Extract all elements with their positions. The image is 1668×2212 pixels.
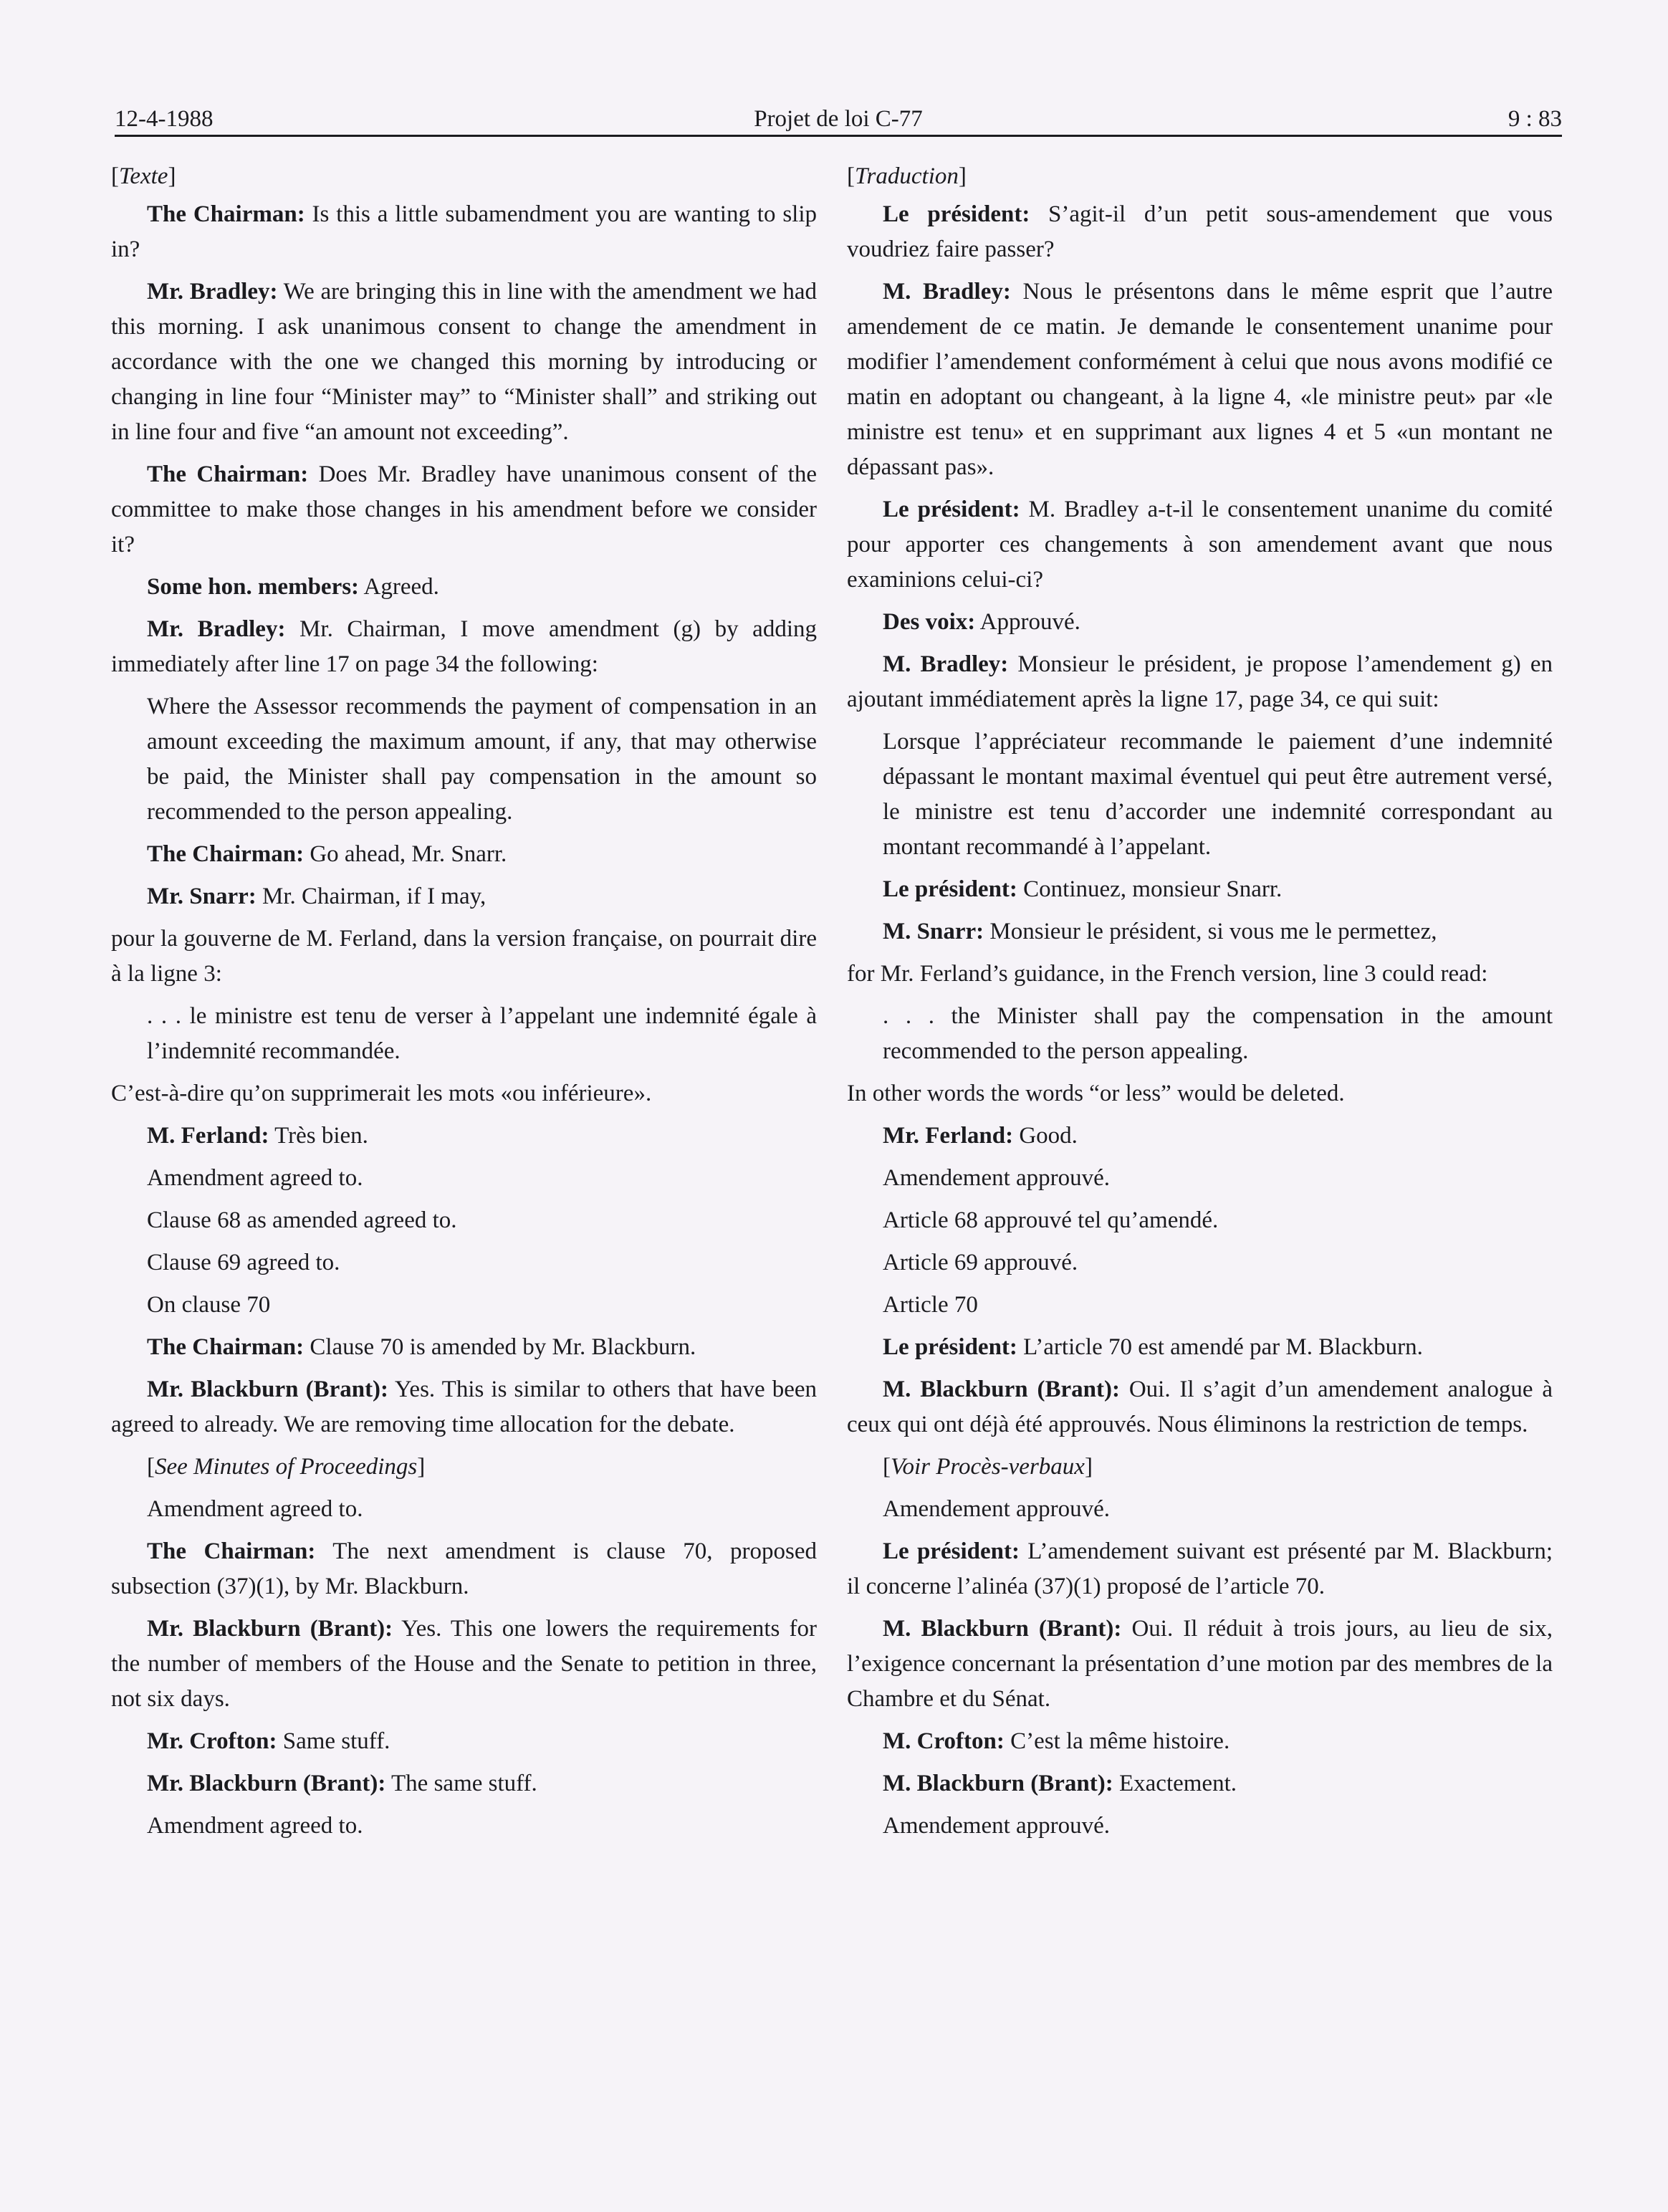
paragraph: Le président: M. Bradley a-t-il le consentement unanime du comité pour apporter ces changements à son amendement avant que nous examinions celui-ci? bbox=[847, 497, 1553, 593]
header-title: Projet de loi C-77 bbox=[754, 106, 923, 132]
proceeding-note: Amendment agreed to. bbox=[147, 1165, 363, 1191]
paragraph: Le président: L’article 70 est amendé par M. Blackburn. bbox=[883, 1334, 1423, 1360]
speaker: Mr. Crofton: bbox=[147, 1728, 277, 1754]
header-date: 12-4-1988 bbox=[115, 106, 214, 132]
speaker: Mr. Bradley: bbox=[147, 279, 278, 305]
proceeding-note: Amendement approuvé. bbox=[883, 1813, 1111, 1839]
paragraph: The Chairman: Is this a little subamendment you are wanting to slip in? bbox=[111, 201, 817, 262]
paragraph: M. Crofton: C’est la même histoire. bbox=[883, 1728, 1230, 1754]
proceeding-note: Clause 69 agreed to. bbox=[147, 1250, 340, 1275]
paragraph: Mr. Blackburn (Brant): Yes. This is similar to others that have been agreed to already. We are removing time allocation for the debate. bbox=[111, 1376, 817, 1437]
paragraph: In other words the words “or less” would be deleted. bbox=[847, 1081, 1345, 1106]
speaker: Some hon. members: bbox=[147, 574, 360, 600]
paragraph: Mr. Blackburn (Brant): The same stuff. bbox=[147, 1771, 537, 1796]
proceeding-note: Article 68 approuvé tel qu’amendé. bbox=[883, 1207, 1219, 1233]
proceeding-note: Amendement approuvé. bbox=[883, 1496, 1111, 1522]
proceeding-note: Clause 68 as amended agreed to. bbox=[147, 1207, 457, 1233]
speaker: M. Snarr: bbox=[883, 919, 984, 944]
minutes-reference: [Voir Procès-verbaux] bbox=[883, 1454, 1093, 1480]
speaker: Le président: bbox=[883, 497, 1020, 522]
speaker: Le président: bbox=[883, 1538, 1020, 1564]
speaker: The Chairman: bbox=[147, 1538, 316, 1564]
paragraph: The Chairman: Clause 70 is amended by Mr. Blackburn. bbox=[147, 1334, 696, 1360]
paragraph: Mr. Crofton: Same stuff. bbox=[147, 1728, 390, 1754]
speaker: Mr. Blackburn (Brant): bbox=[147, 1616, 393, 1642]
proceeding-note: Article 69 approuvé. bbox=[883, 1250, 1078, 1275]
paragraph: Some hon. members: Agreed. bbox=[147, 574, 439, 600]
paragraph: The Chairman: Go ahead, Mr. Snarr. bbox=[147, 841, 507, 867]
quoted-amendment: Lorsque l’appréciateur recommande le paiement d’une indemnité dépassant le montant maximal éventuel qui peut être autrement versé, le ministre est tenu d’accorder une indemnité correspondant au montant recommandé à l’appelant. bbox=[883, 729, 1553, 860]
speaker: Le président: bbox=[883, 1334, 1017, 1360]
header-page-number: 9 : 83 bbox=[1508, 106, 1562, 132]
speaker: M. Blackburn (Brant): bbox=[883, 1771, 1113, 1796]
proceeding-note: Amendement approuvé. bbox=[883, 1165, 1111, 1191]
column-label: [Traduction] bbox=[847, 163, 967, 189]
paragraph: Le président: L’amendement suivant est présenté par M. Blackburn; il concerne l’alinéa (37)(1) proposé de l’article 70. bbox=[847, 1538, 1553, 1599]
speaker: Le président: bbox=[883, 876, 1017, 902]
paragraph: M. Blackburn (Brant): Exactement. bbox=[883, 1771, 1237, 1796]
speaker: M. Ferland: bbox=[147, 1123, 269, 1149]
quoted-amendment: Where the Assessor recommends the payment of compensation in an amount exceeding the maximum amount, if any, that may otherwise be paid, the Minister shall pay compensation in the amount so recommended to the person appealing. bbox=[147, 694, 817, 825]
paragraph: Mr. Blackburn (Brant): Yes. This one lowers the requirements for the number of members of the House and the Senate to petition in three, not six days. bbox=[111, 1616, 817, 1712]
proceeding-note: Amendment agreed to. bbox=[147, 1496, 363, 1522]
paragraph: C’est-à-dire qu’on supprimerait les mots «ou inférieure». bbox=[111, 1081, 652, 1106]
paragraph: Mr. Bradley: Mr. Chairman, I move amendment (g) by adding immediately after line 17 on page 34 the following: bbox=[111, 616, 818, 677]
speaker: Le président: bbox=[883, 201, 1030, 227]
speaker: M. Bradley: bbox=[883, 651, 1009, 677]
paragraph: M. Blackburn (Brant): Oui. Il s’agit d’un amendement analogue à ceux qui ont déjà été approuvés. Nous éliminons la restriction de temps. bbox=[847, 1376, 1553, 1437]
speaker: M. Blackburn (Brant): bbox=[883, 1616, 1122, 1642]
speaker: Mr. Blackburn (Brant): bbox=[147, 1376, 389, 1402]
paragraph: Mr. Snarr: Mr. Chairman, if I may, bbox=[147, 884, 486, 909]
paragraph: M. Bradley: Nous le présentons dans le même esprit que l’autre amendement de ce matin. Je demande le consentement unanime pour modifier l’amendement conformément à celui que nous avons modifié ce matin en adoptant ou changeant, à la ligne 4, «le ministre peut» par «le ministre est tenu» et en supprimant aux lignes 4 et 5 «un montant ne dépassant pas». bbox=[847, 279, 1553, 480]
paragraph: The Chairman: Does Mr. Bradley have unanimous consent of the committee to make those changes in his amendment before we consider it? bbox=[111, 461, 817, 557]
paragraph: M. Blackburn (Brant): Oui. Il réduit à trois jours, au lieu de six, l’exigence concernant la présentation d’une motion par des membres de la Chambre et du Sénat. bbox=[847, 1616, 1553, 1712]
speaker: Mr. Ferland: bbox=[883, 1123, 1014, 1149]
paragraph: Mr. Ferland: Good. bbox=[883, 1123, 1078, 1149]
running-header bbox=[115, 100, 1562, 137]
speaker: The Chairman: bbox=[147, 841, 305, 867]
quoted-text: . . . the Minister shall pay the compensation in the amount recommended to the person appealing. bbox=[883, 1003, 1553, 1064]
paragraph: M. Snarr: Monsieur le président, si vous me le permettez, bbox=[883, 919, 1437, 944]
speaker: Des voix: bbox=[883, 609, 976, 635]
speaker: M. Bradley: bbox=[883, 279, 1011, 305]
paragraph: M. Ferland: Très bien. bbox=[147, 1123, 368, 1149]
speaker: M. Blackburn (Brant): bbox=[883, 1376, 1120, 1402]
clause-heading: Article 70 bbox=[883, 1292, 978, 1318]
clause-heading: On clause 70 bbox=[147, 1292, 271, 1318]
paragraph: Le président: S’agit-il d’un petit sous-amendement que vous voudriez faire passer? bbox=[847, 201, 1553, 262]
paragraph: M. Bradley: Monsieur le président, je propose l’amendement g) en ajoutant immédiatement après la ligne 17, page 34, ce qui suit: bbox=[847, 651, 1553, 712]
speaker: The Chairman: bbox=[147, 1334, 305, 1360]
speaker: Mr. Blackburn (Brant): bbox=[147, 1771, 386, 1796]
column-label: [Texte] bbox=[111, 163, 176, 189]
speaker: Mr. Snarr: bbox=[147, 884, 257, 909]
quoted-text: . . . le ministre est tenu de verser à l’appelant une indemnité égale à l’indemnité recommandée. bbox=[147, 1003, 817, 1064]
paragraph: for Mr. Ferland’s guidance, in the French version, line 3 could read: bbox=[847, 961, 1488, 987]
speaker: The Chairman: bbox=[147, 461, 309, 487]
speaker: The Chairman: bbox=[147, 201, 305, 227]
paragraph: Des voix: Approuvé. bbox=[883, 609, 1080, 635]
speaker: M. Crofton: bbox=[883, 1728, 1005, 1754]
paragraph: Le président: Continuez, monsieur Snarr. bbox=[883, 876, 1283, 902]
paragraph: Mr. Bradley: We are bringing this in line with the amendment we had this morning. I ask unanimous consent to change the amendment in accordance with the one we changed this morning by introducing or changing in line four “Minister may” to “Minister shall” and striking out in line four and five “an amount not exceeding”. bbox=[111, 279, 817, 445]
paragraph: The Chairman: The next amendment is clause 70, proposed subsection (37)(1), by Mr. Blackburn. bbox=[111, 1538, 817, 1599]
paragraph: pour la gouverne de M. Ferland, dans la version française, on pourrait dire à la ligne 3: bbox=[111, 926, 817, 987]
left-column bbox=[111, 159, 817, 1851]
proceeding-note: Amendment agreed to. bbox=[147, 1813, 363, 1839]
speaker: Mr. Bradley: bbox=[147, 616, 286, 642]
right-column bbox=[847, 159, 1553, 1851]
minutes-reference: [See Minutes of Proceedings] bbox=[147, 1454, 426, 1480]
